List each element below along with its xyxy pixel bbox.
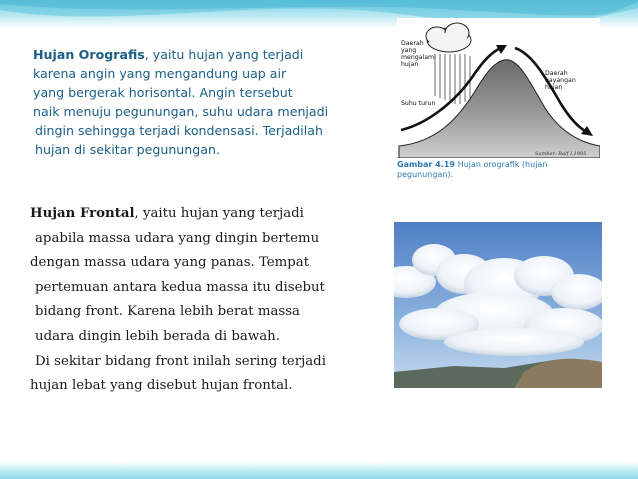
orografis-line-1: , yaitu hujan yang terjadi xyxy=(144,47,304,62)
rain-streaks xyxy=(435,54,470,104)
frontal-line-1: , yaitu hujan yang terjadi xyxy=(134,206,304,221)
frontal-line-2: apabila massa udara yang dingin bertemu xyxy=(35,230,320,246)
rain-area-label-1: Daerah xyxy=(401,40,424,47)
orografis-line-5: dingin sehingga terjadi kondensasi. Terjadilah xyxy=(35,123,323,139)
rain-area-label-4: hujan xyxy=(401,61,419,68)
orografis-term: Hujan Orografis xyxy=(33,47,145,62)
orografis-line-6: hujan di sekitar pegunungan. xyxy=(35,142,220,158)
temperature-drop-label: Suhu turun xyxy=(401,100,436,107)
frontal-line-7: Di sekitar bidang front inilah sering terjadi xyxy=(35,353,326,369)
orografis-line-2: karena angin yang mengandung uap air xyxy=(33,66,287,82)
mountain-shape xyxy=(399,60,600,158)
orografis-paragraph xyxy=(33,45,373,160)
diagram-source: Sumber: Ralf I,1995 xyxy=(535,151,587,157)
caption-prefix: Gambar xyxy=(397,160,433,169)
mountain-diagram-drawing xyxy=(397,18,600,158)
caption-text-2: pegunungan). xyxy=(397,170,454,179)
frontal-term: Hujan Frontal xyxy=(30,206,135,221)
frontal-line-8: hujan lebat yang disebut hujan frontal. xyxy=(30,378,293,394)
orographic-rain-diagram xyxy=(397,18,600,183)
cloud-icon xyxy=(426,23,471,52)
caption-number: 4.19 xyxy=(435,160,455,169)
rain-area-label-3: mengalami xyxy=(401,54,436,61)
orografis-line-3: yang bergerak horisontal. Angin tersebut xyxy=(33,85,293,101)
sky-cloud-illustration xyxy=(394,222,602,388)
frontal-line-6: udara dingin lebih berada di bawah. xyxy=(35,328,280,344)
frontal-line-4: pertemuan antara kedua massa itu disebut xyxy=(35,279,325,295)
rain-shadow-label-1: Daerah xyxy=(545,70,568,77)
frontal-line-3: dengan massa udara yang panas. Tempat xyxy=(30,255,310,271)
rain-area-label-2: yang xyxy=(401,47,417,54)
rain-shadow-label-2: bayangan xyxy=(545,77,576,84)
caption-text: Hujan orografik (hujan xyxy=(457,160,548,169)
frontal-paragraph xyxy=(30,202,375,399)
diagram-caption xyxy=(397,160,600,180)
rain-shadow-label-3: hujan xyxy=(545,84,563,91)
frontal-line-5: bidang front. Karena lebih berat massa xyxy=(35,304,300,320)
orografis-line-4: naik menuju pegunungan, suhu udara menjadi xyxy=(33,104,329,120)
cloudy-sky-photo xyxy=(394,222,602,388)
bottom-decorative-band xyxy=(0,462,638,479)
